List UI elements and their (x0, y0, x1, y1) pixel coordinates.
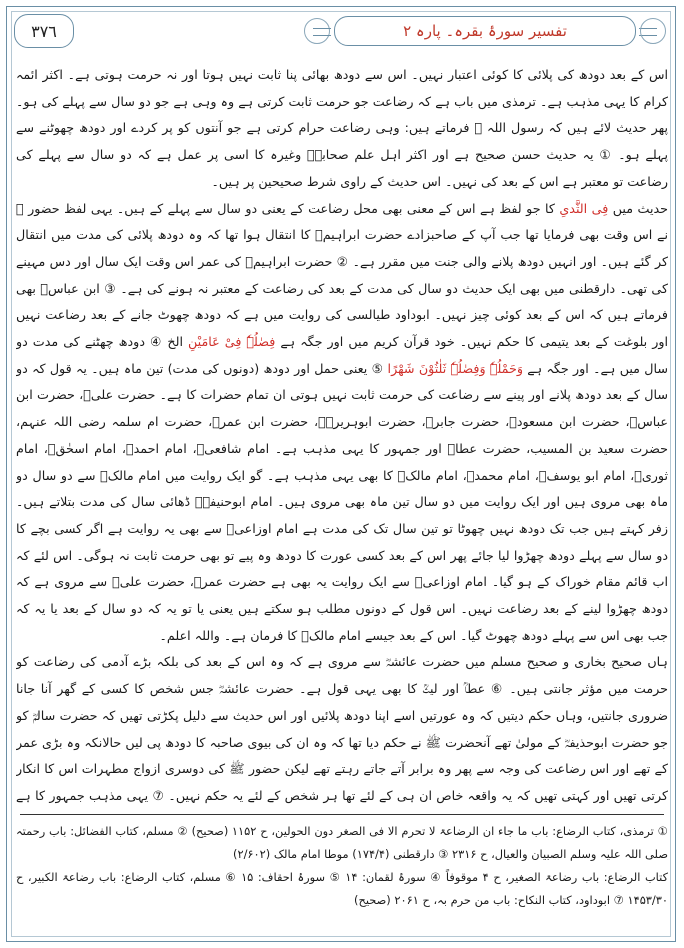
quranic-phrase: فِصٰلُہٗ فِیْ عَامَیْنِ (188, 334, 276, 350)
paragraph: حدیث میں فِی الثَّدیِ کا جو لفظ ہے اس کے معنی بھی محل رضاعت کے یعنی دو سال سے پہلے کے ہیں۔ یہی لفظ حضور ﷺ نے اس وقت بھی فرمایا تھا جب آپ کے صاحبزادے حضرت ابراہیمؑ کا انتقال ہوا تھا کہ وہ دودھ پلائی کی مدت میں انتقال کر گئے ہیں۔ اور انہیں دودھ پلانے والی جنت میں مقرر ہے۔ ② حضرت ابراہیمؓ کی عمر اس وقت ایک سال اور دس مہینے کی تھی۔ دارقطنی میں بھی ایک حدیث دو سال کی مدت کے بعد کی رضاعت کے معتبر نہ ہونے کی ہے۔ ③ ابن عباسؓ بھی فرماتے ہیں کہ اس کے بعد کوئی چیز نہیں۔ ابوداود طیالسی کی روایت میں ہے کہ دودھ چھوٹ جانے کے بعد رضاعت نہیں اور بلوغت کے بعد یتیمی کا حکم نہیں۔ خود قرآن کریم میں اور جگہ ہے فِصٰلُہٗ فِیْ عَامَیْنِ الخ ④ دودھ چھٹنے کی مدت دو سال میں ہے۔ اور جگہ ہے وَحَمْلُہٗ وَفِصٰلُہٗ ثَلٰثُوْنَ شَهْرًا ⑤ یعنی حمل اور دودھ (دونوں کی مدت) تین ماہ ہیں۔ یہ قول کہ دو سال کے بعد دودھ پلانے اور پینے سے رضاعت کی حرمت ثابت نہیں ہوتی ان تمام حضرات کا ہے۔ حضرت علیؓ، حضرت ابن عباسؓ، حضرت ابن مسعودؓ، حضرت جابرؓ، حضرت ابوہریرہؓ، حضرت ابن عمرؓ، حضرت ام سلمہ رضی اللہ عنہم، حضرت سعید بن المسیب، حضرت عطاؒ اور جمہور کا یہی مذہب ہے۔ امام شافعیؒ، امام احمدؒ، امام اسحٰقؒ، امام ثوریؒ، امام ابو یوسفؒ، امام محمدؒ، امام مالکؒ کا بھی یہی مذہب ہے۔ گو ایک روایت میں امام مالکؒ سے دو سال دو ماہ بھی مروی ہیں اور ایک روایت میں دو سال تین ماہ بھی مروی ہیں۔ امام ابوحنیفہؒ ڈھائی سال کی مدت بتلاتے ہیں۔ زفر کہتے ہیں جب تک دودھ نہیں چھوٹا تو تین سال تک کی مدت ہے امام اوزاعیؒ سے بھی یہ روایت ہے اگر کسی بچے کا دو سال سے پہلے دودھ چھڑوا لیا جائے پھر اس کے بعد کسی عورت کا دودھ وہ پیے تو بھی حرمت ثابت نہ ہوگی۔ اس لئے کہ اب قائم مقام خوراک کے ہو گیا۔ امام اوزاعیؒ سے ایک روایت یہ بھی ہے حضرت عمرؓ، حضرت علیؓ سے مروی ہے کہ دودھ چھڑوا لینے کے بعد رضاعت نہیں۔ اس قول کے دونوں مطلب ہو سکتے ہیں یعنی یا تو یہ کہ دو سال کے بعد یا یہ کہ جب بھی اس سے پہلے دودھ چھوٹ گیا۔ اس کے بعد جیسے امام مالکؒ کا فرمان ہے۔ واللہ اعلم۔ (16, 200, 668, 643)
body-text (16, 62, 668, 810)
header-ornament-right-icon (640, 18, 666, 44)
page-title: تفسیر سورۂ بقرہ۔ پارہ ۲ (334, 16, 636, 46)
footnotes (16, 820, 668, 940)
quranic-phrase: فِی الثَّدیِ (559, 200, 609, 216)
footnote-divider (20, 814, 664, 815)
footnote-line: کتاب الرضاع: باب رضاعۃ الصغیر، ح ۴ موقوفاً ④ سورۂ لقمان: ۱۴ ⑤ سورۂ احقاف: ۱۵ ⑥ مسلم، کتاب الرضاع: باب رضاعۃ الکبیر، ح ۱۴۵۳/۳۰ ⑦ ابوداود، کتاب النکاح: باب من حرم بہ، ح ۲۰۶۱ (صحیح) (16, 870, 668, 907)
page-header (14, 14, 666, 48)
footnote-line: ① ترمذی، کتاب الرضاع: باب ما جاء ان الرضاعۃ لا تحرم الا فی الصغر دون الحولین، ح ۱۱۵۲ (صحیح) ② مسلم، کتاب الفضائل: باب رحمتہ صلی اللہ علیہ وسلم الصبیان والعیال، ح ۲۳۱۶ ③ دارقطنی (۱۷۴/۴) موطا امام مالک (۲/۶۰۲) (16, 824, 668, 861)
page-number: ٣٧٦ (14, 14, 74, 48)
quranic-phrase: وَحَمْلُہٗ وَفِصٰلُہٗ ثَلٰثُوْنَ شَهْرًا (387, 360, 523, 376)
paragraph: اس کے بعد دودھ کی پلائی کا کوئی اعتبار نہیں۔ اس سے دودھ بھائی پنا ثابت نہیں ہوتا اور نہ حرمت ہوتی ہے۔ اکثر ائمہ کرام کا یہی مذہب ہے۔ ترمذی میں باب ہے کہ رضاعت جو حرمت ثابت کرتی ہے وہ وہی ہے جو دو سال سے پہلے کی ہو۔ پھر حدیث لائے ہیں کہ رسول اللہ ﷺ فرماتے ہیں: وہی رضاعت حرام کرتی ہے جو آنتوں کو پر کردے اور دودھ چھوٹنے سے پہلے ہو۔ ① یہ حدیث حسن صحیح ہے اور اکثر اہل علم صحابہؓ وغیرہ کا اسی پر عمل ہے کہ دو سال سے پہلے کی رضاعت تو معتبر ہے اس کے بعد کی نہیں۔ اس حدیث کے راوی شرط صحیحین پر ہیں۔ (16, 67, 668, 189)
paragraph: ہاں صحیح بخاری و صحیح مسلم میں حضرت عائشہؓ سے مروی ہے کہ وہ اس کے بعد کی بلکہ بڑے آدمی کی رضاعت کو حرمت میں مؤثر جانتی ہیں۔ ⑥ عطاؒ اور لیثؒ کا بھی یہی قول ہے۔ حضرت عائشہؓ جس شخص کا کسی کے گھر آنا جانا ضروری جانتیں، وہاں حکم دیتیں کہ وہ عورتیں اسے اپنا دودھ پلائیں اور اس حدیث سے دلیل پکڑتی تھیں کہ حضرت سالمؓ کو جو حضرت ابوحذیفہؓ کے مولیٰ تھے آنحضرت ﷺ نے حکم دیا تھا کہ وہ ان کی بیوی صاحبہ کا دودھ پی لیں حالانکہ وہ بڑی عمر کے تھے اور اس رضاعت کی وجہ سے پھر وہ برابر آتے جاتے رہتے تھے لیکن حضور ﷺ کی دوسری ازواج مطہرات اس کا انکار کرتی تھیں اور کہتی تھیں کہ یہ واقعہ خاص ان ہی کے لئے تھا ہر شخص کے لئے یہ حکم نہیں۔ ⑦ یہی مذہب جمہور کا ہے (16, 654, 668, 803)
